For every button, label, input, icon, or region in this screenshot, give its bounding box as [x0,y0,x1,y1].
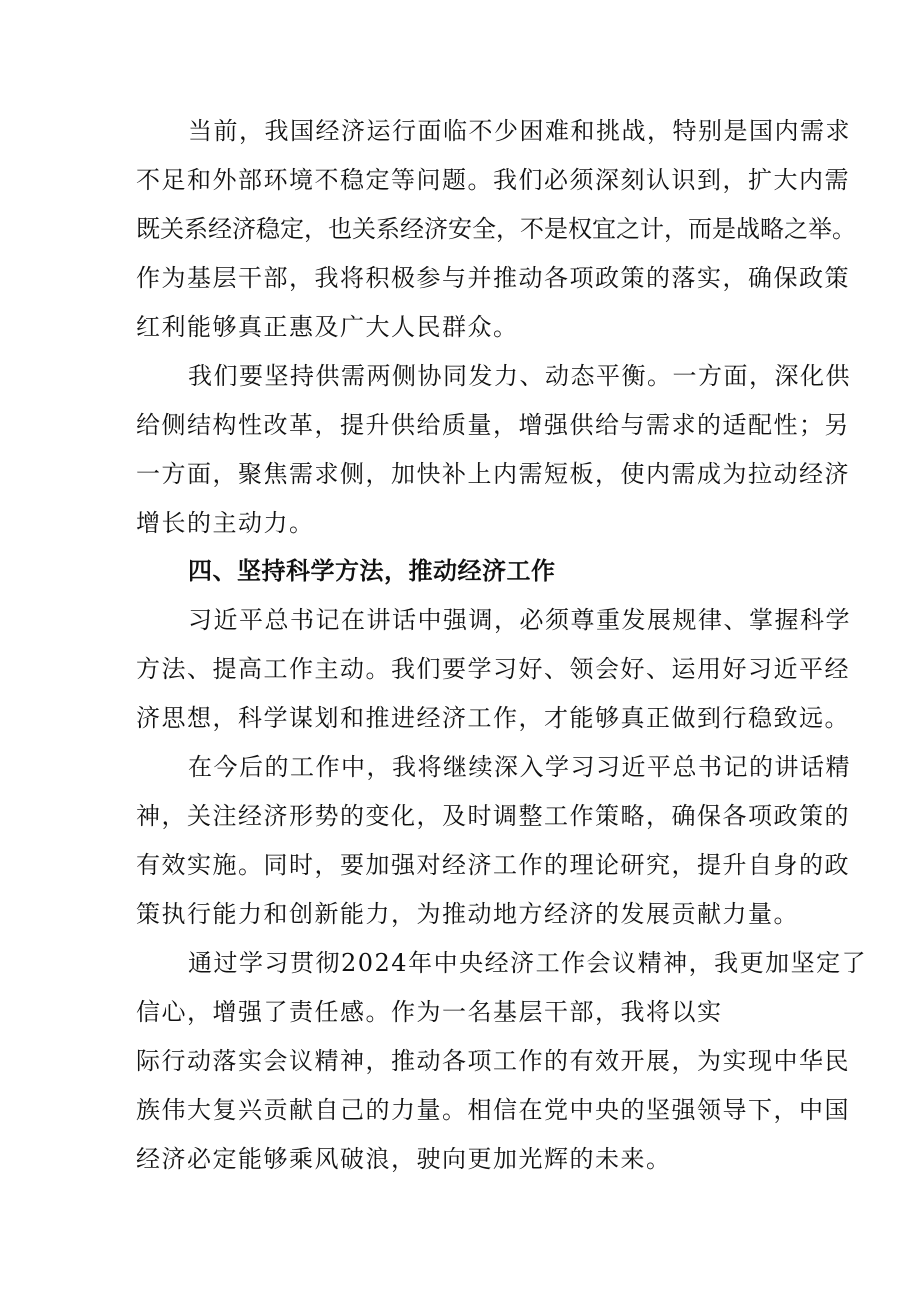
paragraph-1-line-4: 作为基层干部，我将积极参与并推动各项政策的落实，确保政策 [136,264,850,292]
paragraph-2-line-2: 给侧结构性改革，提升供给质量，增强供给与需求的适配性；另 [136,411,850,439]
paragraph-1-line-3: 既关系经济稳定，也关系经济安全，不是权宜之计，而是战略之举。 [136,215,856,243]
paragraph-5-line-1: 通过学习贯彻2024年中央经济工作会议精神，我更加坚定了 [188,949,868,977]
paragraph-3-line-2: 方法、提高工作主动。我们要学习好、领会好、运用好习近平经 [136,655,850,683]
paragraph-4-line-3: 有效实施。同时，要加强对经济工作的理论研究，提升自身的政 [136,851,850,879]
paragraph-4-line-1: 在今后的工作中，我将继续深入学习习近平总书记的讲话精 [188,753,851,781]
paragraph-3-line-1: 习近平总书记在讲话中强调，必须尊重发展规律、掌握科学 [188,606,851,634]
paragraph-4-line-4: 策执行能力和创新能力，为推动地方经济的发展贡献力量。 [136,900,799,928]
paragraph-3-line-3: 济思想，科学谋划和推进经济工作，才能够真正做到行稳致远。 [136,704,850,732]
paragraph-1-line-5: 红利能够真正惠及广大人民群众。 [136,313,519,341]
paragraph-4-line-2: 神，关注经济形势的变化，及时调整工作策略，确保各项政策的 [136,802,850,830]
section-heading-4: 四、坚持科学方法，推动经济工作 [188,557,556,585]
paragraph-2-line-1: 我们要坚持供需两侧协同发力、动态平衡。一方面，深化供 [188,362,851,390]
paragraph-2-line-4: 增长的主动力。 [136,509,315,537]
paragraph-5-line-3: 际行动落实会议精神，推动各项工作的有效开展，为实现中华民 [136,1047,850,1075]
paragraph-2-line-3: 一方面，聚焦需求侧，加快补上内需短板，使内需成为拉动经济 [136,460,850,488]
paragraph-5-line-4: 族伟大复兴贡献自己的力量。相信在党中央的坚强领导下，中国 [136,1096,850,1124]
paragraph-1-line-1: 当前，我国经济运行面临不少困难和挑战，特别是国内需求 [188,117,851,145]
paragraph-1-line-2: 不足和外部环境不稳定等问题。我们必须深刻认识到，扩大内需 [136,166,850,194]
paragraph-5-line-5: 经济必定能够乘风破浪，驶向更加光辉的未来。 [136,1145,672,1173]
paragraph-5-line-2: 信心，增强了责任感。作为一名基层干部，我将以实 [136,998,723,1026]
